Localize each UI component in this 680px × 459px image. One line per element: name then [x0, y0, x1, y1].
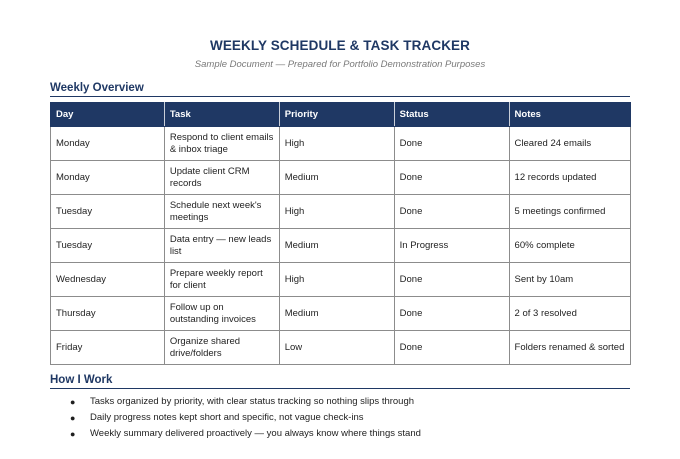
- table-row: [51, 331, 631, 365]
- weekly-overview-heading: Weekly Overview: [50, 82, 630, 97]
- bullet-dot-icon: ●: [70, 429, 76, 439]
- column-header-task: Task: [164, 103, 279, 127]
- cell-task: Organize shared drive/folders: [164, 331, 279, 365]
- cell-day: Wednesday: [51, 263, 165, 297]
- bullet-dot-icon: ●: [70, 413, 76, 423]
- table-row: [51, 161, 631, 195]
- cell-task: Data entry — new leads list: [164, 229, 279, 263]
- cell-priority: High: [279, 263, 394, 297]
- table-row: [51, 195, 631, 229]
- document-subtitle: Sample Document — Prepared for Portfolio Demonstration Purposes: [194, 59, 486, 70]
- list-item-text: Weekly summary delivered proactively — you always know where things stand: [90, 428, 421, 439]
- cell-notes: 12 records updated: [509, 161, 630, 195]
- cell-task: Follow up on outstanding invoices: [164, 297, 279, 331]
- cell-day: Monday: [51, 161, 165, 195]
- cell-priority: Low: [279, 331, 394, 365]
- cell-priority: Medium: [279, 297, 394, 331]
- column-header-status: Status: [394, 103, 509, 127]
- cell-day: Tuesday: [51, 195, 165, 229]
- cell-notes: Sent by 10am: [509, 263, 630, 297]
- cell-day: Tuesday: [51, 229, 165, 263]
- how-i-work-list: [50, 394, 421, 442]
- cell-day: Thursday: [51, 297, 165, 331]
- table-header-row: [51, 103, 631, 127]
- list-item: [50, 426, 421, 442]
- cell-status: Done: [394, 195, 509, 229]
- cell-priority: High: [279, 195, 394, 229]
- cell-status: Done: [394, 331, 509, 365]
- cell-task: Prepare weekly report for client: [164, 263, 279, 297]
- cell-day: Friday: [51, 331, 165, 365]
- list-item-text: Tasks organized by priority, with clear status tracking so nothing slips through: [90, 396, 415, 407]
- cell-status: Done: [394, 263, 509, 297]
- cell-status: Done: [394, 161, 509, 195]
- table-row: [51, 229, 631, 263]
- bullet-dot-icon: ●: [70, 397, 76, 407]
- column-header-notes: Notes: [509, 103, 630, 127]
- cell-status: Done: [394, 127, 509, 161]
- cell-notes: Cleared 24 emails: [509, 127, 630, 161]
- cell-task: Schedule next week's meetings: [164, 195, 279, 229]
- cell-task: Respond to client emails & inbox triage: [164, 127, 279, 161]
- column-header-day: Day: [51, 103, 165, 127]
- table-row: [51, 297, 631, 331]
- list-item: [50, 394, 421, 410]
- list-item: [50, 410, 421, 426]
- cell-notes: 5 meetings confirmed: [509, 195, 630, 229]
- document-title: WEEKLY SCHEDULE & TASK TRACKER: [209, 38, 471, 53]
- column-header-priority: Priority: [279, 103, 394, 127]
- cell-task: Update client CRM records: [164, 161, 279, 195]
- cell-notes: Folders renamed & sorted: [509, 331, 630, 365]
- table-row: [51, 263, 631, 297]
- table-row: [51, 127, 631, 161]
- cell-day: Monday: [51, 127, 165, 161]
- how-i-work-heading: How I Work: [50, 374, 630, 389]
- cell-priority: Medium: [279, 161, 394, 195]
- task-tracker-table: [50, 102, 631, 365]
- cell-notes: 2 of 3 resolved: [509, 297, 630, 331]
- cell-notes: 60% complete: [509, 229, 630, 263]
- cell-priority: High: [279, 127, 394, 161]
- cell-status: Done: [394, 297, 509, 331]
- list-item-text: Daily progress notes kept short and specific, not vague check-ins: [90, 412, 364, 423]
- cell-priority: Medium: [279, 229, 394, 263]
- cell-status: In Progress: [394, 229, 509, 263]
